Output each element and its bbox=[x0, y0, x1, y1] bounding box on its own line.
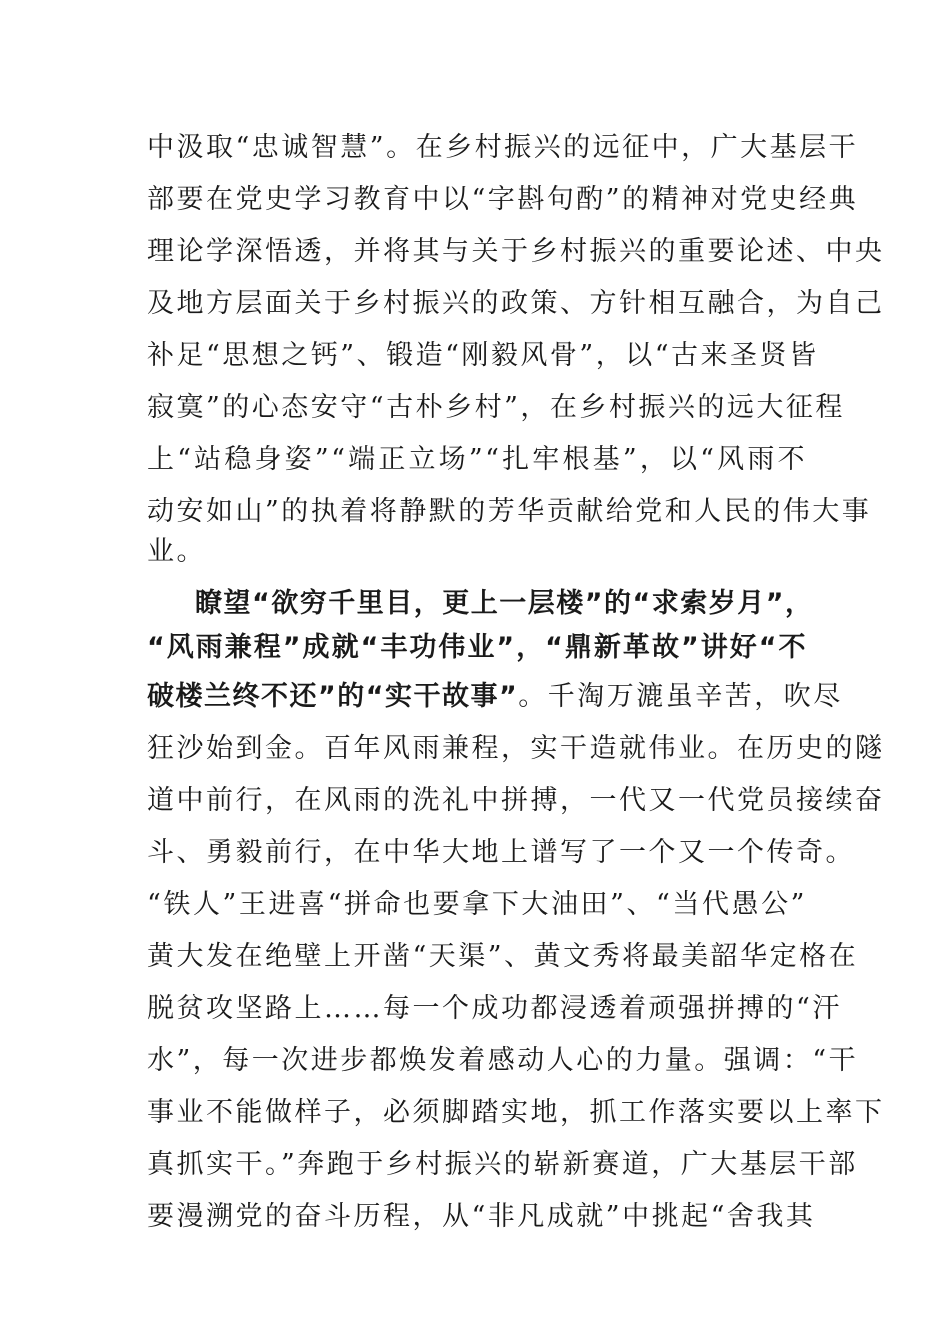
paragraph-line: 部要在党史学习教育中以“字斟句酌”的精神对党史经典 bbox=[147, 184, 859, 215]
bold-lead-line: 瞭望“欲穷千里目，更上一层楼”的“求索岁月”， bbox=[195, 588, 814, 619]
paragraph-line: 动安如山”的执着将静默的芳华贡献给党和人民的伟大事 bbox=[147, 496, 872, 527]
paragraph-line: 脱贫攻坚路上……每一个成功都浸透着顽强拼搏的“汗 bbox=[147, 993, 842, 1024]
paragraph-line: 理论学深悟透，并将其与关于乡村振兴的重要论述、中央 bbox=[147, 236, 885, 267]
bold-lead-text: 破楼兰终不还”的“实干故事” bbox=[147, 681, 519, 712]
paragraph-line: 补足“思想之钙”、锻造“刚毅风骨”，以“古来圣贤皆 bbox=[147, 340, 819, 371]
mixed-line bbox=[147, 671, 843, 723]
paragraph-line: 要漫溯党的奋斗历程，从“非凡成就”中挑起“舍我其 bbox=[147, 1201, 816, 1232]
paragraph-line: 中汲取“忠诚智慧”。在乡村振兴的远征中，广大基层干 bbox=[147, 132, 859, 163]
paragraph-line: 事业不能做样子，必须脚踏实地，抓工作落实要以上率下 bbox=[147, 1097, 885, 1128]
paragraph-line: 黄大发在绝壁上开凿“天渠”、黄文秀将最美韶华定格在 bbox=[147, 941, 859, 972]
paragraph-line: 斗、勇毅前行，在中华大地上谱写了一个又一个传奇。 bbox=[147, 837, 855, 868]
paragraph-line: 道中前行，在风雨的洗礼中拼搏，一代又一代党员接续奋 bbox=[147, 785, 885, 816]
regular-text: 。千淘万漉虽辛苦，吹尽 bbox=[518, 681, 843, 712]
paragraph-line: 狂沙始到金。百年风雨兼程，实干造就伟业。在历史的隧 bbox=[147, 733, 885, 764]
bold-lead-line: “风雨兼程”成就“丰功伟业”，“鼎新革故”讲好“不 bbox=[147, 632, 807, 663]
paragraph-line: 寂寞”的心态安守“古朴乡村”，在乡村振兴的远大征程 bbox=[147, 392, 845, 423]
paragraph-line: 水”，每一次进步都焕发着感动人心的力量。强调：“干 bbox=[147, 1045, 859, 1076]
paragraph-line: “铁人”王进喜“拼命也要拿下大油田”、“当代愚公” bbox=[147, 889, 807, 920]
paragraph-line: 及地方层面关于乡村振兴的政策、方针相互融合，为自己 bbox=[147, 288, 885, 319]
paragraph-line: 上“站稳身姿”“端正立场”“扎牢根基”，以“风雨不 bbox=[147, 444, 807, 475]
paragraph-line: 业。 bbox=[147, 536, 206, 567]
paragraph-line: 真抓实干。”奔跑于乡村振兴的崭新赛道，广大基层干部 bbox=[147, 1149, 858, 1180]
